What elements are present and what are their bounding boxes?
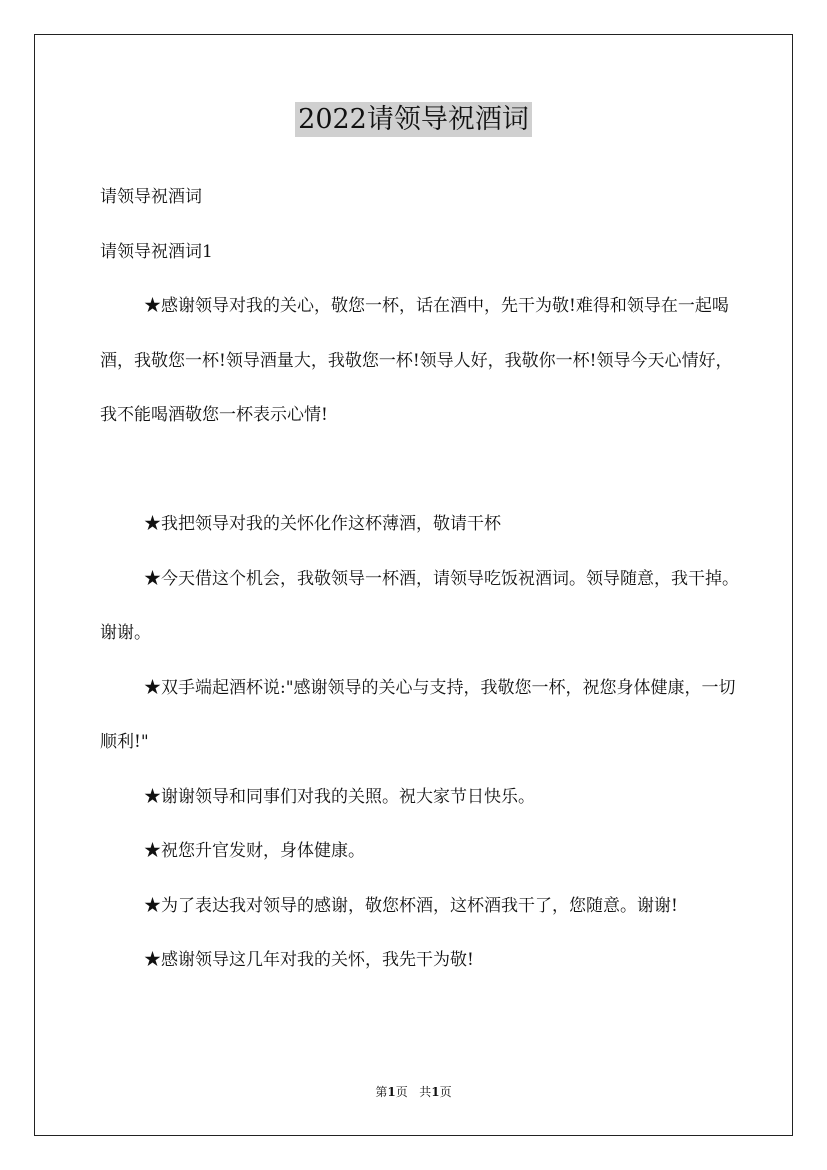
document-body <box>100 170 740 988</box>
paragraph-8: ★感谢领导这几年对我的关怀，我先干为敬! <box>144 950 474 970</box>
paragraph-3: ★今天借这个机会，我敬领导一杯酒，请领导吃饭祝酒词。领导随意，我干掉。谢谢。 <box>100 568 739 643</box>
page-suffix: 页 <box>395 1085 408 1099</box>
paragraph-2: ★我把领导对我的关怀化作这杯薄酒，敬请干杯 <box>144 514 501 534</box>
paragraph-6: ★祝您升官发财，身体健康。 <box>144 841 365 861</box>
paragraph-7: ★为了表达我对领导的感谢，敬您杯酒，这杯酒我干了，您随意。谢谢! <box>144 895 678 916</box>
page-footer <box>0 1083 827 1101</box>
blank-line <box>100 443 740 498</box>
document-title <box>0 100 827 140</box>
page-number: 1 <box>387 1085 396 1099</box>
section-heading: 请领导祝酒词1 <box>100 241 213 262</box>
subtitle: 请领导祝酒词 <box>100 187 202 207</box>
title-text: 2022请领导祝酒词 <box>295 102 532 137</box>
paragraph-1: ★感谢领导对我的关心，敬您一杯，话在酒中，先干为敬!难得和领导在一起喝酒，我敬您一杯!领导酒量大，我敬您一杯!领导人好，我敬你一杯!领导今天心情好，我不能喝酒敬您一杯表示心情! <box>100 296 733 425</box>
total-prefix: 共 <box>419 1085 432 1099</box>
paragraph-4: ★双手端起酒杯说:"感谢领导的关心与支持，我敬您一杯，祝您身体健康，一切顺利!" <box>100 677 736 752</box>
page-prefix: 第 <box>375 1085 388 1099</box>
paragraph-5: ★谢谢领导和同事们对我的关照。祝大家节日快乐。 <box>144 786 535 807</box>
total-suffix: 页 <box>439 1085 452 1099</box>
total-pages: 1 <box>431 1085 440 1099</box>
